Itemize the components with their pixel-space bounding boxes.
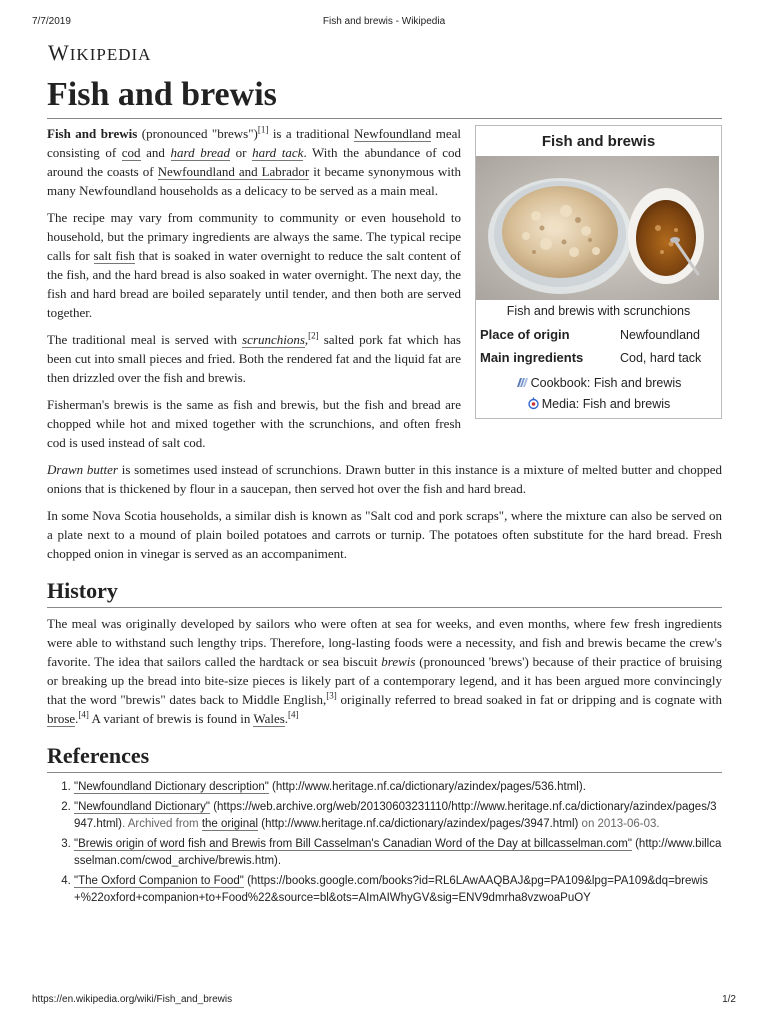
drawn-butter-paragraph [47, 460, 722, 498]
text: (pronounced 'brews') because of their practice of bruising or breaking up the bread into bite-size pieces is likely part of a contemporary legend, and it has been argued more convincingly that the word "brewis" dates back to Middle English, [47, 654, 722, 707]
text: . With the abundance of cod around the coasts of [47, 145, 461, 179]
link-hard-bread[interactable]: hard bread [170, 145, 231, 160]
wikibooks-icon [516, 376, 529, 389]
reference-original-link[interactable]: the original [201, 818, 259, 830]
drawn-butter-term: Drawn butter [47, 462, 118, 477]
lead-term: Fish and brewis [47, 126, 138, 141]
text: is sometimes used instead of scrunchions. Drawn butter in this instance is a mixture of melted butter and chopped onions that is thickened by flour in a saucepan, then served hot over the fish and hard bread. [47, 462, 722, 496]
text: that is soaked in water overnight to reduce the salt content of the fish, and the hard bread is also soaked in water overnight. The next day, the fish and hard bread are boiled separately until tender, and then both are served together. [47, 248, 461, 320]
reference-url: (https://books.google.com/books?id=RL6LAwAAQBAJ&pg=PA109&lpg=PA109&dq=brewis+%22oxford+companion+to+Food%22&source=bl&ots=AImAIWhyGV&sig=ENV9dmrha8vzwoaPuOY [74, 875, 709, 904]
infobox-row-origin [476, 323, 721, 346]
archived-note: . Archived from [121, 818, 202, 830]
logo-initial: W [48, 40, 70, 65]
reference-url: (http://www.heritage.nf.ca/dictionary/azindex/pages/536.html) [268, 781, 583, 793]
text: . [284, 711, 289, 726]
text: A variant of brewis is found in [88, 711, 254, 726]
text: The meal was originally developed by sailors who were often at sea for weeks, and even months, where few fresh ingredients were able to withstand such lengthy trips. Therefore, long-lasting foods were a necessity, and fish and brewis became the crew's favorite. The idea that sailors called the hardtack or sea biscuit [47, 616, 722, 669]
infobox-title: Fish and brewis [541, 133, 656, 150]
link-newfoundland[interactable]: Newfoundland [354, 126, 432, 141]
infobox-row-ingredients [476, 346, 721, 369]
origin-label: Place of origin [480, 327, 570, 342]
reference-link[interactable]: "Brewis origin of word fish and Brewis from Bill Casselman's Canadian Word of the Day at billcasselman.com" [74, 838, 632, 850]
text: (pronounced "brews") [137, 126, 258, 141]
reference-url: (https://web.archive.org/web/20130603231110/http://www.heritage.nf.ca/dictionary/azindex/pages/3947.html) [74, 801, 717, 830]
link-newfoundland-labrador[interactable]: Newfoundland and Labrador [157, 164, 310, 179]
ingredients-value[interactable]: Cod, hard tack [620, 351, 702, 365]
text: is a traditional [268, 126, 355, 141]
logo-rest: IKIPEDIA [69, 45, 152, 64]
history-heading: History [47, 577, 722, 608]
link-brose[interactable]: brose [47, 711, 76, 726]
link-hard-tack[interactable]: hard tack [252, 145, 304, 160]
reference-url: (http://www.heritage.nf.ca/dictionary/azindex/pages/3947.html) [258, 818, 579, 830]
history-paragraph [47, 614, 722, 728]
text: . [582, 781, 586, 793]
dish-photo[interactable] [476, 156, 719, 300]
print-footer [32, 994, 736, 1008]
text: . [75, 711, 79, 726]
wikipedia-logo[interactable] [48, 40, 151, 66]
print-title: Fish and brewis - Wikipedia [322, 16, 446, 27]
infobox-caption: Fish and brewis with scrunchions [506, 304, 691, 318]
archive-date: on 2013-06-03. [578, 818, 660, 830]
text: and [140, 145, 171, 160]
references-heading: References [47, 742, 722, 773]
text: or [230, 145, 253, 160]
article-content [47, 122, 722, 910]
citation-4b[interactable]: [4] [288, 709, 299, 720]
text: The traditional meal is served with [47, 332, 243, 347]
reference-item [74, 873, 722, 907]
reference-link[interactable]: "Newfoundland Dictionary" [74, 801, 211, 813]
reference-link[interactable]: "Newfoundland Dictionary description" [74, 781, 269, 793]
text: salted pork fat which has been cut into small pieces and fried. Both the rendered fat and the liquid fat are then drizzled over the fish and brewis. [47, 332, 461, 385]
reference-item [74, 779, 722, 796]
link-wales[interactable]: Wales [253, 711, 285, 726]
cookbook-link-label: Cookbook: Fish and brewis [530, 376, 682, 390]
reference-item [74, 836, 722, 870]
infobox [475, 125, 722, 419]
text: meal consisting of [47, 126, 462, 160]
nova-scotia-paragraph: In some Nova Scotia households, a similar dish is known as "Salt cod and pork scraps", where the mixture can also be served on a plate next to a mound of plain boiled potatoes and carrots or turnip. The potatoes often substitute for the hard bread. Fresh chopped onion in vinegar is served as an accompaniment. [47, 508, 722, 561]
print-header [32, 16, 736, 30]
reference-link[interactable]: "The Oxford Companion to Food" [74, 875, 244, 887]
fishermans-brewis-paragraph: Fisherman's brewis is the same as fish and brewis, but the fish and bread are chopped while hot and mixed together with the scrunchions, and often fresh cod is used instead of salt cod. [47, 397, 461, 450]
page-title: Fish and brewis [47, 76, 277, 113]
link-cod[interactable]: cod [121, 145, 141, 160]
text: it became synonymous with many Newfoundland households as a delicacy to be served as a main meal. [47, 164, 461, 198]
link-salt-fish[interactable]: salt fish [93, 248, 135, 263]
dish-photo-illustration [476, 156, 719, 300]
reference-item [74, 799, 722, 833]
ingredients-label: Main ingredients [480, 350, 584, 365]
text: originally referred to bread soaked in fat or dripping and is cognate with [336, 692, 722, 707]
citation-1[interactable]: [1] [257, 124, 269, 135]
commons-icon [527, 397, 540, 410]
media-link-label: Media: Fish and brewis [541, 397, 671, 411]
brewis-term: brewis [381, 654, 416, 669]
title-rule [47, 118, 722, 119]
references-list [47, 779, 722, 907]
text: . [277, 855, 282, 867]
cookbook-link[interactable] [476, 369, 721, 393]
citation-2[interactable]: [2] [308, 330, 319, 341]
text: The recipe may vary from community to community or even household to household, but the primary ingredients are always the same. The typical recipe calls for [47, 210, 461, 263]
media-link[interactable] [476, 393, 721, 418]
citation-3[interactable]: [3] [326, 690, 337, 701]
origin-value[interactable]: Newfoundland [620, 328, 700, 342]
print-url: https://en.wikipedia.org/wiki/Fish_and_brewis [32, 994, 233, 1005]
reference-url: (http://www.billcasselman.com/cwod_archive/brewis.htm) [74, 838, 722, 867]
print-date: 7/7/2019 [32, 16, 71, 27]
citation-4[interactable]: [4] [78, 709, 89, 720]
text: , [304, 332, 309, 347]
print-page-number: 1/2 [722, 994, 736, 1005]
link-scrunchions[interactable]: scrunchions [242, 332, 305, 347]
